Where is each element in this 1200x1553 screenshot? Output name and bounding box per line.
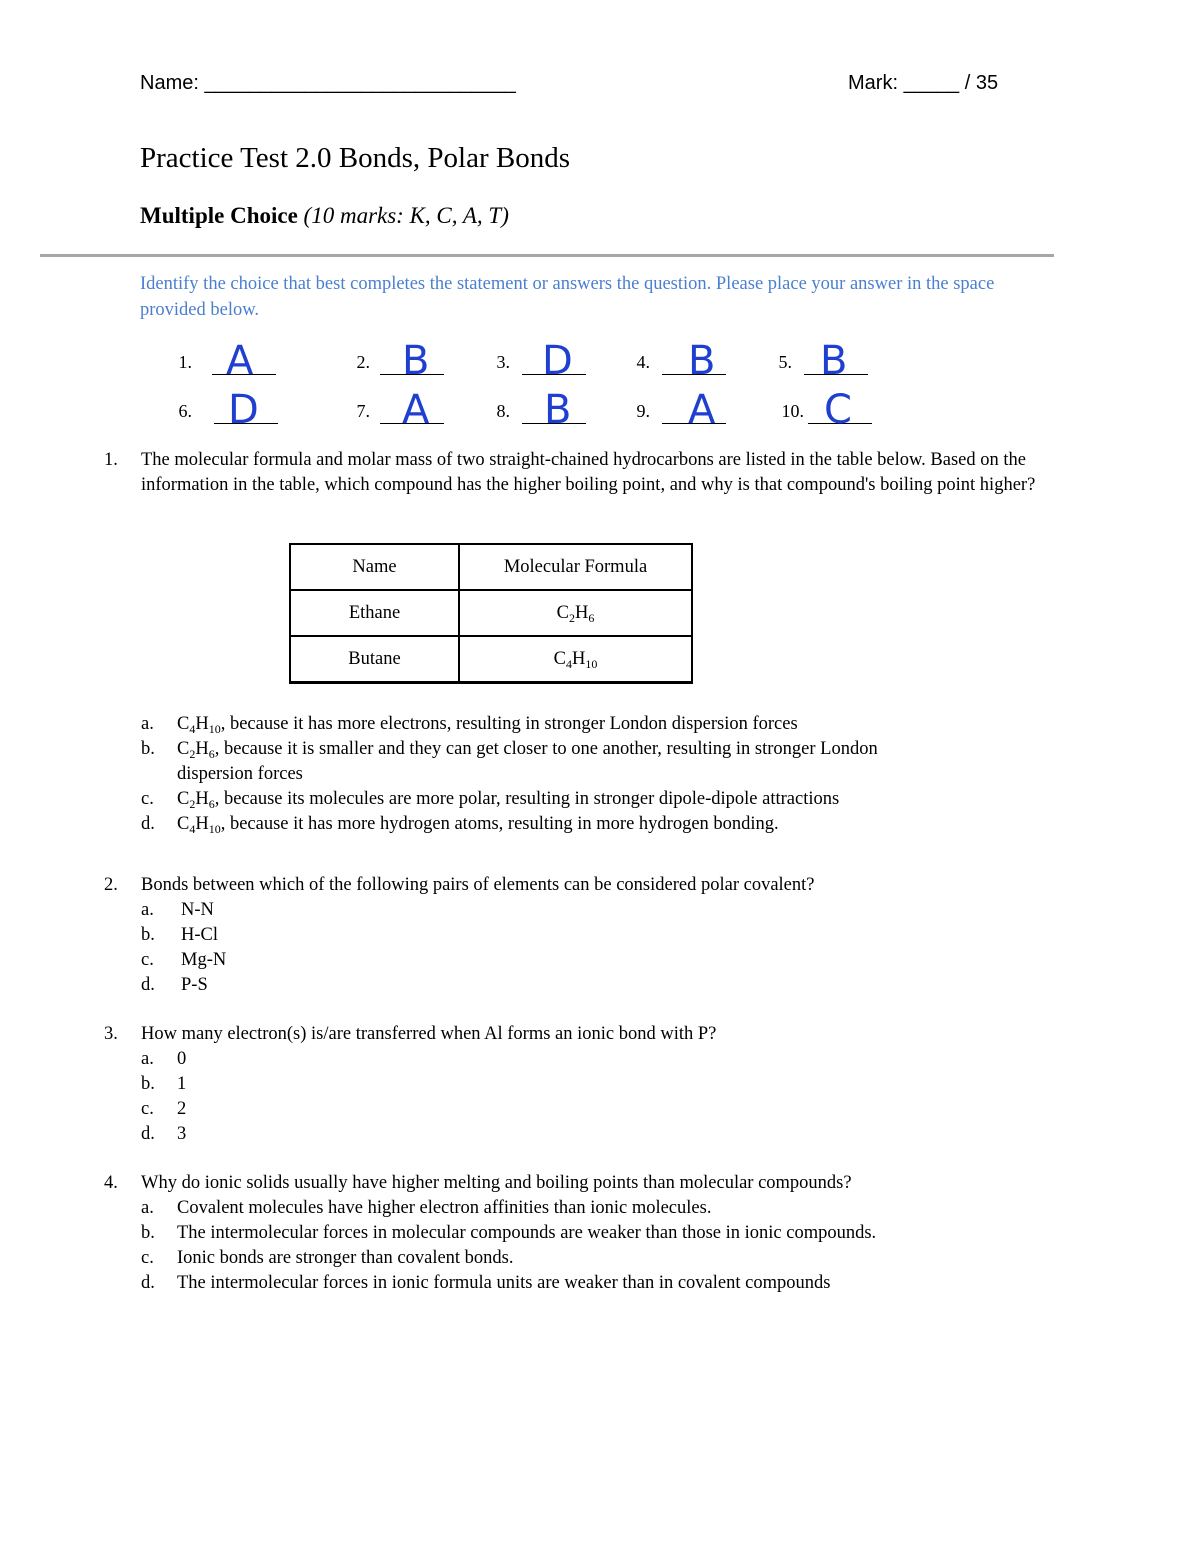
handwritten-answer: D bbox=[228, 387, 259, 433]
answer-number: 10. bbox=[781, 401, 804, 421]
name-field[interactable] bbox=[140, 72, 516, 95]
option-letter: b. bbox=[141, 925, 155, 945]
section-divider bbox=[40, 254, 1054, 257]
option-text: $C_2H_6$, because it is smaller and they can get closer to one another, resulting in stronger London dispersion forces bbox=[177, 739, 878, 784]
answer-number: 2. bbox=[356, 352, 370, 372]
option-letter: a. bbox=[141, 1198, 154, 1218]
section-label: Multiple Choice bbox=[140, 203, 298, 228]
formula-cell: $C_4H_{10}$ bbox=[459, 636, 692, 683]
handwritten-answer: D bbox=[542, 338, 573, 384]
answer-number: 1. bbox=[178, 352, 192, 372]
answer-slot[interactable] bbox=[580, 387, 728, 433]
question-4 bbox=[104, 1171, 1064, 1296]
section-heading bbox=[140, 203, 509, 229]
option-b[interactable] bbox=[141, 923, 1064, 948]
option-text: $C_4H_{10}$, because it has more hydrogen atoms, resulting in more hydrogen bonding. bbox=[177, 814, 779, 836]
option-letter: c. bbox=[141, 1099, 154, 1119]
question-number: 4. bbox=[104, 1173, 118, 1193]
option-letter: d. bbox=[141, 975, 155, 995]
answer-number: 7. bbox=[356, 401, 370, 421]
answer-slot[interactable] bbox=[720, 387, 876, 433]
option-text: Mg-N bbox=[181, 950, 227, 970]
question-text: The molecular formula and molar mass of two straight-chained hydrocarbons are listed in the table below. Based on the information in the table, which compound has the higher boiling point, and why is that compound's boiling point higher? bbox=[141, 450, 1036, 495]
answer-slot[interactable] bbox=[440, 387, 588, 433]
option-letter: c. bbox=[141, 1248, 154, 1268]
instructions: Identify the choice that best completes the statement or answers the question. Please place your answer in the space provided below. bbox=[140, 274, 995, 320]
option-letter: b. bbox=[141, 739, 155, 759]
question-number: 2. bbox=[104, 875, 118, 895]
question-text: How many electron(s) is/are transferred when Al forms an ionic bond with P? bbox=[141, 1024, 717, 1044]
table-row bbox=[290, 590, 692, 636]
option-letter: b. bbox=[141, 1223, 155, 1243]
option-letter: d. bbox=[141, 1124, 155, 1144]
option-letter: c. bbox=[141, 789, 154, 809]
answer-number: 6. bbox=[178, 401, 192, 421]
option-text: The intermolecular forces in molecular compounds are weaker than those in ionic compounds. bbox=[177, 1223, 877, 1243]
question-number: 1. bbox=[104, 450, 118, 470]
question-2 bbox=[104, 873, 1064, 998]
answer-slot[interactable] bbox=[720, 338, 870, 384]
handwritten-answer: C bbox=[824, 387, 852, 433]
answer-number: 3. bbox=[496, 352, 510, 372]
option-a[interactable] bbox=[141, 712, 1064, 737]
mark-field[interactable] bbox=[848, 72, 998, 95]
option-c[interactable] bbox=[141, 948, 1064, 973]
option-text: 2 bbox=[177, 1099, 187, 1119]
option-d[interactable] bbox=[141, 973, 1064, 998]
option-letter: a. bbox=[141, 900, 154, 920]
option-b[interactable] bbox=[141, 1221, 1064, 1246]
handwritten-answer: B bbox=[544, 387, 572, 433]
answer-slot[interactable] bbox=[300, 338, 448, 384]
option-a[interactable] bbox=[141, 898, 1064, 923]
table-header-row bbox=[290, 544, 692, 590]
page-title: Practice Test 2.0 Bonds, Polar Bonds bbox=[140, 142, 570, 174]
question-3 bbox=[104, 1022, 1064, 1147]
section-points: (10 marks: K, C, A, T) bbox=[303, 203, 509, 228]
answer-slot[interactable] bbox=[440, 338, 588, 384]
option-c[interactable] bbox=[141, 1097, 1064, 1122]
answer-slot[interactable] bbox=[140, 338, 280, 384]
answer-number: 5. bbox=[778, 352, 792, 372]
answer-slot[interactable] bbox=[580, 338, 728, 384]
answer-number: 8. bbox=[496, 401, 510, 421]
handwritten-answer: A bbox=[226, 338, 254, 384]
answer-number: 4. bbox=[636, 352, 650, 372]
question-1 bbox=[104, 448, 1064, 498]
mark-total: / 35 bbox=[964, 72, 999, 94]
mark-label: Mark: bbox=[848, 72, 898, 94]
option-text: P-S bbox=[181, 975, 208, 995]
handwritten-answer: B bbox=[402, 338, 430, 384]
option-letter: a. bbox=[141, 1049, 154, 1069]
handwritten-answer: A bbox=[402, 387, 430, 433]
handwritten-answer: B bbox=[688, 338, 716, 384]
answer-slot[interactable] bbox=[300, 387, 448, 433]
option-text: Covalent molecules have higher electron affinities than ionic molecules. bbox=[177, 1198, 712, 1218]
option-c[interactable] bbox=[141, 1246, 1064, 1271]
option-letter: c. bbox=[141, 950, 154, 970]
name-blank[interactable]: ____________________________ bbox=[204, 72, 516, 94]
formula-table bbox=[289, 543, 693, 684]
question-text: Bonds between which of the following pairs of elements can be considered polar covalent? bbox=[141, 875, 815, 895]
option-d[interactable] bbox=[141, 1122, 1064, 1147]
table-header: Name bbox=[290, 544, 459, 590]
formula-cell: $C_2H_6$ bbox=[459, 590, 692, 636]
table-cell: Ethane bbox=[290, 590, 459, 636]
table-cell: Butane bbox=[290, 636, 459, 683]
option-letter: d. bbox=[141, 1273, 155, 1293]
option-text: $C_4H_{10}$, because it has more electrons, resulting in stronger London dispersion forces bbox=[177, 714, 798, 736]
option-a[interactable] bbox=[141, 1047, 1064, 1072]
question-1-options bbox=[104, 712, 1064, 837]
handwritten-answer: B bbox=[820, 338, 848, 384]
option-text: 0 bbox=[177, 1049, 187, 1069]
option-text: Ionic bonds are stronger than covalent bonds. bbox=[177, 1248, 514, 1268]
answer-slot[interactable] bbox=[140, 387, 280, 433]
option-letter: b. bbox=[141, 1074, 155, 1094]
option-text: The intermolecular forces in ionic formula units are weaker than in covalent compounds bbox=[177, 1273, 831, 1293]
option-a[interactable] bbox=[141, 1196, 1064, 1221]
table-header: Molecular Formula bbox=[459, 544, 692, 590]
option-b[interactable] bbox=[141, 737, 1064, 787]
question-text: Why do ionic solids usually have higher melting and boiling points than molecular compounds? bbox=[141, 1173, 852, 1193]
mark-blank[interactable]: _____ bbox=[903, 72, 960, 94]
table-row bbox=[290, 636, 692, 683]
option-text: H-Cl bbox=[181, 925, 218, 945]
option-c[interactable] bbox=[141, 787, 1064, 812]
option-text: 1 bbox=[177, 1074, 187, 1094]
option-d[interactable] bbox=[141, 1271, 1064, 1296]
option-letter: d. bbox=[141, 814, 155, 834]
answer-number: 9. bbox=[636, 401, 650, 421]
handwritten-answer: A bbox=[688, 387, 716, 433]
question-number: 3. bbox=[104, 1024, 118, 1044]
option-letter: a. bbox=[141, 714, 154, 734]
option-text: N-N bbox=[181, 900, 214, 920]
option-text: $C_2H_6$, because its molecules are more polar, resulting in stronger dipole-dipole attractions bbox=[177, 789, 840, 811]
name-label: Name: bbox=[140, 72, 199, 94]
option-b[interactable] bbox=[141, 1072, 1064, 1097]
option-text: 3 bbox=[177, 1124, 187, 1144]
option-d[interactable] bbox=[141, 812, 1064, 837]
